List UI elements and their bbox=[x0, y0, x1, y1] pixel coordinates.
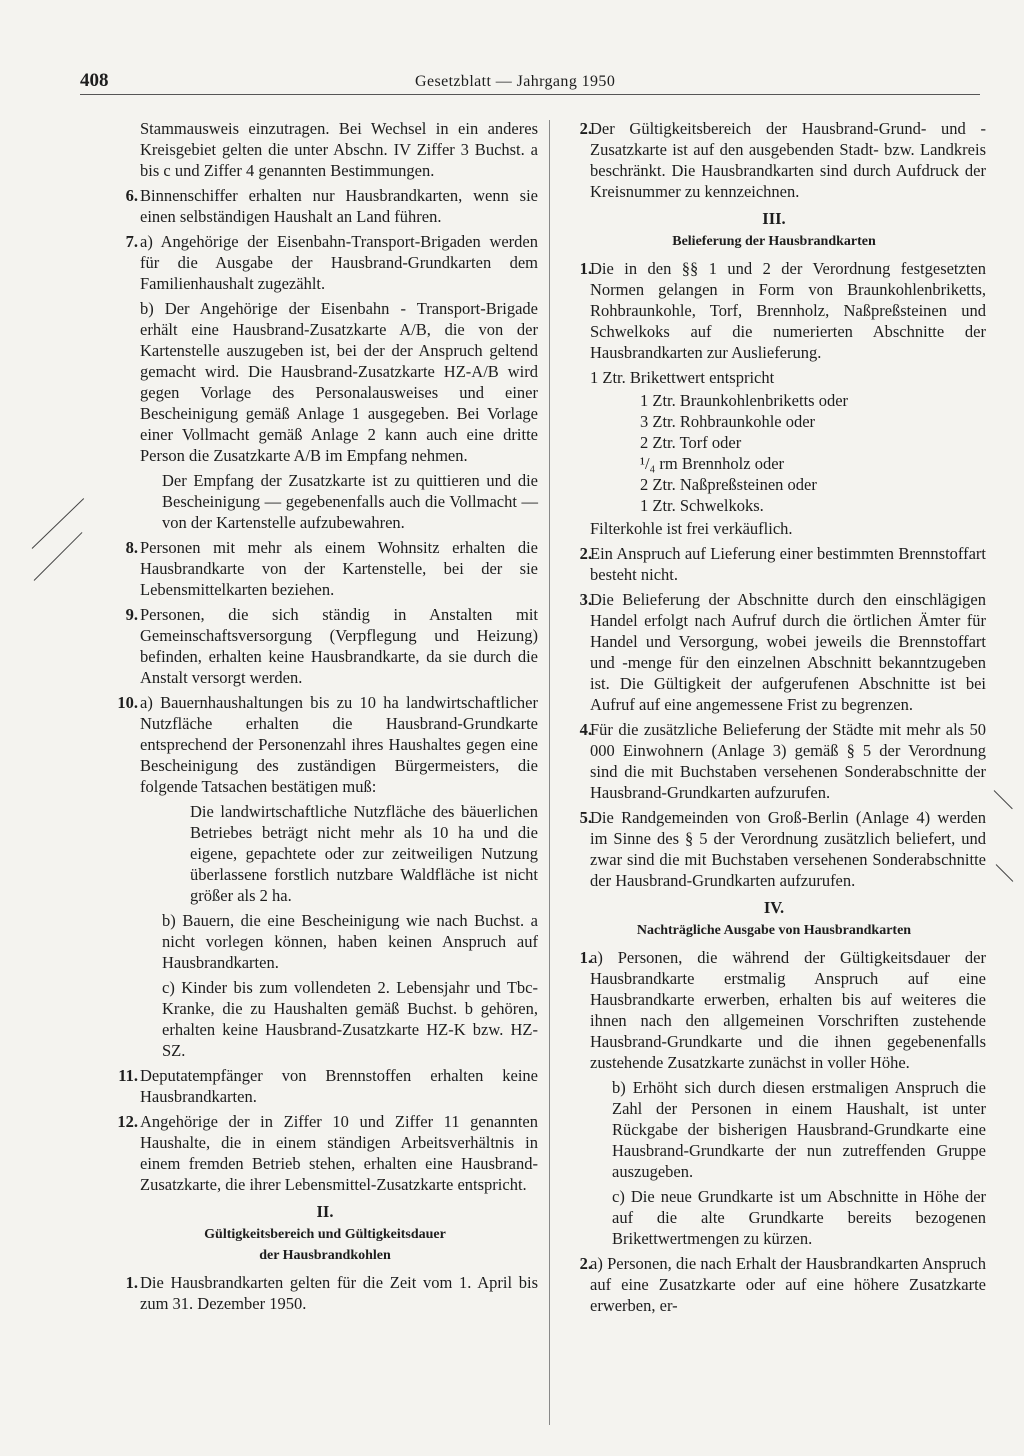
item-number: 5. bbox=[579, 808, 592, 827]
item-iii-1 bbox=[579, 258, 986, 363]
sub-text: Bauern, die eine Bescheinigung wie nach Buchst. a nicht vorlegen können, haben keinen Anspruch auf Hausbrandkarten. bbox=[162, 911, 539, 972]
sub-text: Die neue Grundkarte ist um Abschnitte in Höhe der auf die alte Grundkarte bereits bezogenen Brikettwertmengen zu kürzen. bbox=[612, 1187, 987, 1248]
item-iv-1 bbox=[579, 947, 987, 1249]
item-text: Die Randgemeinden von Groß-Berlin (Anlage 4) werden im Sinne des § 5 der Verordnung zusätzlich beliefert, und zwar sind die mit Buchstaben versehenen Sonderabschnitte der Hausbrand-Grundkarten aufzurufen. bbox=[590, 808, 986, 890]
sub-letter: a) bbox=[590, 1254, 603, 1273]
item-text: Ein Anspruch auf Lieferung einer bestimmten Brennstoffart besteht nicht. bbox=[590, 544, 986, 584]
item-number: 4. bbox=[579, 720, 592, 739]
sub-item-b-cont: Der Empfang der Zusatzkarte ist zu quittieren und die Bescheinigung — gegebenenfalls auch die Vollmacht — von der Kartenstelle aufzubewahren. bbox=[162, 471, 538, 532]
sub-text: Personen, die während der Gültigkeitsdauer der Hausbrandkarte erstmalig Anspruch auf eine Hausbrandkarte erwerben, erhalten bis auf weiteres die ihnen nach den allgemeinen Vorschriften zustehende Hausbrand-Grundkarte und die ihnen gegebenenfalls zustehende Zusatzkarte zunächst in voller Höhe. bbox=[590, 948, 986, 1072]
equivalence-item: 3 Ztr. Rohbraunkohle oder bbox=[640, 412, 816, 431]
item-number: 6. bbox=[125, 186, 138, 205]
item-number: 3. bbox=[579, 590, 592, 609]
item-text: Der Gültigkeitsbereich der Hausbrand-Grund- und -Zusatzkarte ist auf den ausgebenden Stadt- bzw. Landkreis beschränkt. Die Hausbrandkarten sind durch Aufdruck der Kreisnummer zu kennzeichnen. bbox=[590, 119, 986, 201]
equivalence-item: 1 Ztr. Schwelkoks. bbox=[640, 496, 764, 515]
section-heading-iii: III. bbox=[762, 209, 786, 228]
section-title-iv: Nachträgliche Ausgabe von Hausbrandkarten bbox=[636, 923, 912, 938]
column-divider bbox=[549, 120, 550, 1425]
item-6 bbox=[125, 185, 538, 227]
equivalence-item: 2 Ztr. Naßpreßsteinen oder bbox=[640, 475, 817, 494]
item-number: 10. bbox=[117, 693, 138, 712]
item-7 bbox=[125, 231, 538, 533]
item-text: Für die zusätzliche Belieferung der Städte mit mehr als 50 000 Einwohnern (Anlage 3) gemäß § 5 der Verordnung sind die mit Buchstaben versehenen Sonderabschnitte der Hausbrand-Grundkarten aufzurufen. bbox=[590, 720, 986, 802]
item-12 bbox=[117, 1111, 538, 1195]
item-8 bbox=[125, 537, 538, 600]
item-text: Die Hausbrandkarten gelten für die Zeit vom 1. April bis zum 31. Dezember 1950. bbox=[140, 1273, 538, 1313]
item-number: 2. bbox=[579, 1254, 592, 1273]
item-number: 2. bbox=[579, 119, 592, 138]
sub-letter: c) bbox=[162, 978, 175, 997]
filter-note: Filterkohle ist frei verkäuflich. bbox=[590, 519, 793, 538]
equivalence-item: 2 Ztr. Torf oder bbox=[640, 433, 742, 452]
margin-mark bbox=[994, 790, 1013, 809]
item-text: Die Belieferung der Abschnitte durch den einschlägigen Handel erfolgt nach Aufruf durch die örtlichen Ämter für Handel und Versorgung, wobei jeweils die Brennstoffart und -menge für den einzelnen Abschnitt bekanntzugeben ist. Die Gültigkeit der aufgerufenen Abschnitte ist bei Aufruf auf eine angemessene Frist zu begrenzen. bbox=[590, 590, 986, 714]
page-header bbox=[80, 70, 980, 95]
continued-paragraph: Stammausweis einzutragen. Bei Wechsel in ein anderes Kreisgebiet gelten die unter Abschn. IV Ziffer 3 Buchst. a bis c und Ziffer 4 genannten Bestimmungen. bbox=[140, 119, 538, 180]
item-number: 9. bbox=[125, 605, 138, 624]
item-text: Deputatempfänger von Brennstoffen erhalten keine Hausbrandkarten. bbox=[140, 1066, 538, 1106]
equivalence-item: 1 Ztr. Braunkohlenbriketts oder bbox=[640, 391, 849, 410]
sub-letter: b) bbox=[162, 911, 176, 930]
item-number: 2. bbox=[579, 544, 592, 563]
item-ii-2 bbox=[579, 118, 986, 202]
sub-item-a bbox=[590, 947, 986, 1073]
item-ii-1 bbox=[125, 1272, 538, 1314]
item-number: 1. bbox=[579, 948, 592, 967]
item-number: 11. bbox=[118, 1066, 138, 1085]
sub-letter: a) bbox=[140, 693, 153, 712]
item-iii-3 bbox=[579, 589, 986, 715]
sub-item-a bbox=[590, 1253, 986, 1316]
item-iv-2 bbox=[579, 1253, 986, 1316]
sub-item-b bbox=[140, 298, 538, 466]
sub-item-a bbox=[140, 231, 538, 294]
item-9 bbox=[125, 604, 538, 688]
sub-item-b bbox=[612, 1077, 986, 1182]
sub-text: Erhöht sich durch diesen erstmaligen Anspruch die Zahl der Personen in einem Haushalt, ist unter Rückgabe der bisherigen Hausbrand-Grundkarte eine Hausbrand-Grundkarte der nun zutreffenden Gruppe auszugeben. bbox=[612, 1078, 986, 1181]
item-iii-4 bbox=[579, 719, 986, 803]
item-number: 12. bbox=[117, 1112, 138, 1131]
sub-item-a bbox=[140, 692, 538, 797]
item-11 bbox=[118, 1065, 538, 1107]
equivalence-list bbox=[640, 390, 986, 516]
section-heading-iv: IV. bbox=[763, 898, 785, 917]
item-number: 1. bbox=[125, 1273, 138, 1292]
item-text: Personen mit mehr als einem Wohnsitz erhalten die Hausbrandkarte von der Kartenstelle, bei der sie Lebensmittelkarten beziehen. bbox=[140, 538, 538, 599]
section-title-ii-line2: der Hausbrandkohlen bbox=[259, 1248, 391, 1263]
item-text: Personen, die sich ständig in Anstalten mit Gemeinschaftsversorgung (Verpflegung und Heizung) befinden, erhalten keine Hausbrandkarte, da sie durch die Anstalt versorgt werden. bbox=[140, 605, 538, 687]
item-number: 8. bbox=[125, 538, 138, 557]
sub-text: Der Angehörige der Eisenbahn - Transport-Brigade erhält eine Hausbrand-Zusatzkarte A/B, die von der Kartenstelle auszugeben ist, bei der der Anspruch geltend gemacht wird. Die Hausbrand-Zusatzkarte HZ-A/B wird gegen Vorlage des Personalausweises und einer Bescheinigung gemäß Anlage 1 ausgegeben. Bei Vorlage einer Vollmacht gemäß Anlage 2 kann auch eine dritte Person die Zusatzkarte A/B im Empfang nehmen. bbox=[140, 299, 538, 465]
item-10 bbox=[117, 692, 539, 1061]
item-text: Die in den §§ 1 und 2 der Verordnung festgesetzten Normen gelangen in Form von Braunkohlenbriketts, Rohbraunkohle, Torf, Brennholz, Naßpreßsteinen und Schwelkoks auf die numerierten Abschnitte der Hausbrandkarten zur Auslieferung. bbox=[590, 259, 986, 362]
left-column bbox=[112, 118, 538, 1318]
section-heading-ii: II. bbox=[316, 1202, 334, 1221]
sub-item-c bbox=[162, 977, 538, 1061]
margin-mark bbox=[32, 498, 84, 549]
margin-mark bbox=[996, 864, 1014, 882]
item-iii-5 bbox=[579, 807, 986, 891]
sub-letter: a) bbox=[140, 232, 153, 251]
sub-text: Kinder bis zum vollendeten 2. Lebensjahr und Tbc-Kranke, die zu Haushalten gemäß Buchst. b gehören, erhalten keine Hausbrand-Zusatzkarte HZ-K bzw. HZ-SZ. bbox=[162, 978, 539, 1060]
item-iii-2 bbox=[579, 543, 986, 585]
sub-letter: c) bbox=[612, 1187, 625, 1206]
equivalence-item: ¹/₄ rm Brennholz oder bbox=[640, 454, 785, 473]
equivalence-head: 1 Ztr. Brikettwert entspricht bbox=[590, 368, 775, 387]
sub-text: Bauernhaushaltungen bis zu 10 ha landwirtschaftlicher Nutzfläche erhalten die Hausbrand-Grundkarte entsprechend der Personenzahl ihres Haushaltes gegen eine Bescheinigung des zuständigen Bürgermeisters, die folgende Tatsachen bestätigen muß: bbox=[140, 693, 538, 796]
sub-text: Personen, die nach Erhalt der Hausbrandkarten Anspruch auf eine Zusatzkarte oder auf eine höhere Zusatzkarte erwerben, er- bbox=[590, 1254, 986, 1315]
sub-item-c bbox=[612, 1186, 986, 1249]
sub-letter: b) bbox=[140, 299, 154, 318]
right-column bbox=[562, 118, 986, 1320]
item-text: Angehörige der in Ziffer 10 und Ziffer 11 genannten Haushalte, die in einem ständigen Arbeitsverhältnis in einem fremden Betrieb stehen, erhalten eine Hausbrand-Zusatzkarte, die ihrer Lebensmittel-Zusatzkarte entspricht. bbox=[140, 1112, 538, 1194]
item-text: Binnenschiffer erhalten nur Hausbrandkarten, wenn sie einen selbständigen Haushalt an Land führen. bbox=[140, 186, 538, 226]
item-number: 7. bbox=[125, 232, 138, 251]
sub-letter: a) bbox=[590, 948, 603, 967]
sub-item-a-quote: Die landwirtschaftliche Nutzfläche des bäuerlichen Betriebes beträgt nicht mehr als 10 ha und die eigene, gepachtete oder zur zeitweiligen Nutzung überlassene forstlich nutzbare Waldfläche ist nicht größer als 2 ha. bbox=[190, 802, 538, 905]
item-number: 1. bbox=[579, 259, 592, 278]
running-title: Gesetzblatt — Jahrgang 1950 bbox=[415, 73, 616, 90]
sub-letter: b) bbox=[612, 1078, 626, 1097]
page-number: 408 bbox=[80, 70, 109, 91]
section-title-iii: Belieferung der Hausbrandkarten bbox=[672, 234, 876, 249]
sub-text: Angehörige der Eisenbahn-Transport-Brigaden werden für die Ausgabe der Hausbrand-Grundkarten dem Familienhaushalt zugezählt. bbox=[140, 232, 538, 293]
section-title-ii-line1: Gültigkeitsbereich und Gültigkeitsdauer bbox=[204, 1227, 446, 1242]
sub-item-b bbox=[162, 910, 538, 973]
